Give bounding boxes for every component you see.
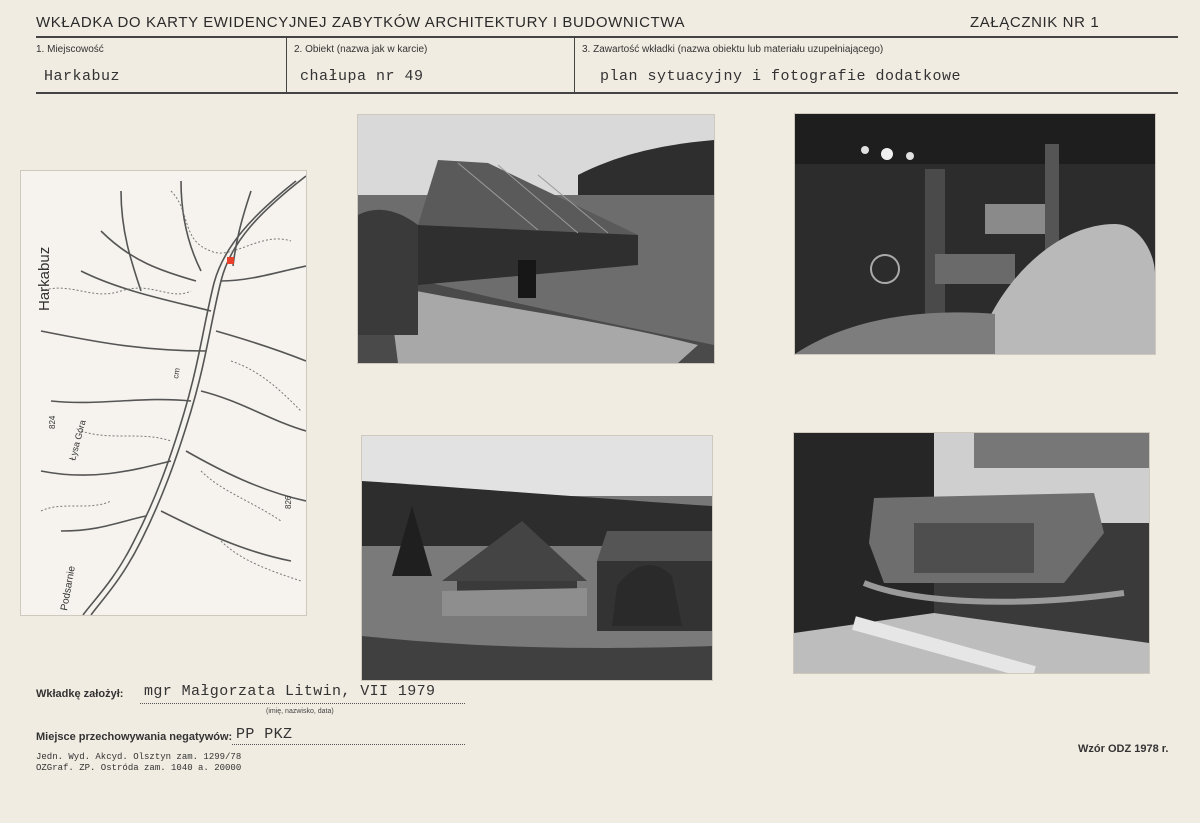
author-hint: (imię, nazwisko, data) xyxy=(266,708,334,715)
print-note-2: OZGraf. ZP. Ostróda zam. 1040 a. 20000 xyxy=(36,763,242,773)
field-divider xyxy=(574,38,575,92)
author-label: Wkładkę założył: xyxy=(36,688,124,700)
photo-cottage-outbuilding xyxy=(361,435,713,681)
map-place-label: Podsarnie xyxy=(59,565,78,612)
field-rule xyxy=(36,92,1178,94)
location-marker xyxy=(227,257,234,264)
negatives-label: Miejsce przechowywania negatywów: xyxy=(36,731,233,743)
map-village-label: Harkabuz xyxy=(36,246,53,311)
form-pattern: Wzór ODZ 1978 r. xyxy=(1078,743,1169,755)
author-value: mgr Małgorzata Litwin, VII 1979 xyxy=(144,683,436,700)
annex-number: ZAŁĄCZNIK NR 1 xyxy=(970,14,1100,31)
photo-cottage-exterior xyxy=(357,114,715,364)
map-elevation: 824 xyxy=(48,415,57,429)
author-line xyxy=(140,703,465,704)
field-divider xyxy=(286,38,287,92)
map-cemetery-label: cm xyxy=(171,367,182,380)
situation-map xyxy=(20,170,307,616)
map-hill-label: Łysa Góra xyxy=(67,418,88,462)
form-title: WKŁADKA DO KARTY EWIDENCYJNEJ ZABYTKÓW ARCHITEKTURY I BUDOWNICTWA xyxy=(36,14,686,31)
place-value: Harkabuz xyxy=(44,68,121,85)
place-label: 1. Miejscowość xyxy=(36,44,104,55)
photo-sleigh xyxy=(793,432,1150,674)
object-label: 2. Obiekt (nazwa jak w karcie) xyxy=(294,44,428,55)
negatives-line xyxy=(232,744,465,745)
content-value: plan sytuacyjny i fotografie dodatkowe xyxy=(600,68,962,85)
content-label: 3. Zawartość wkładki (nazwa obiektu lub materiału uzupełniającego) xyxy=(582,44,884,55)
negatives-value: PP PKZ xyxy=(236,726,293,743)
header-rule xyxy=(36,36,1178,38)
object-value: chałupa nr 49 xyxy=(300,68,424,85)
map-elevation: 826 xyxy=(284,495,293,509)
print-note-1: Jedn. Wyd. Akcyd. Olsztyn zam. 1299/78 xyxy=(36,752,242,762)
photo-barn-interior xyxy=(794,113,1156,355)
